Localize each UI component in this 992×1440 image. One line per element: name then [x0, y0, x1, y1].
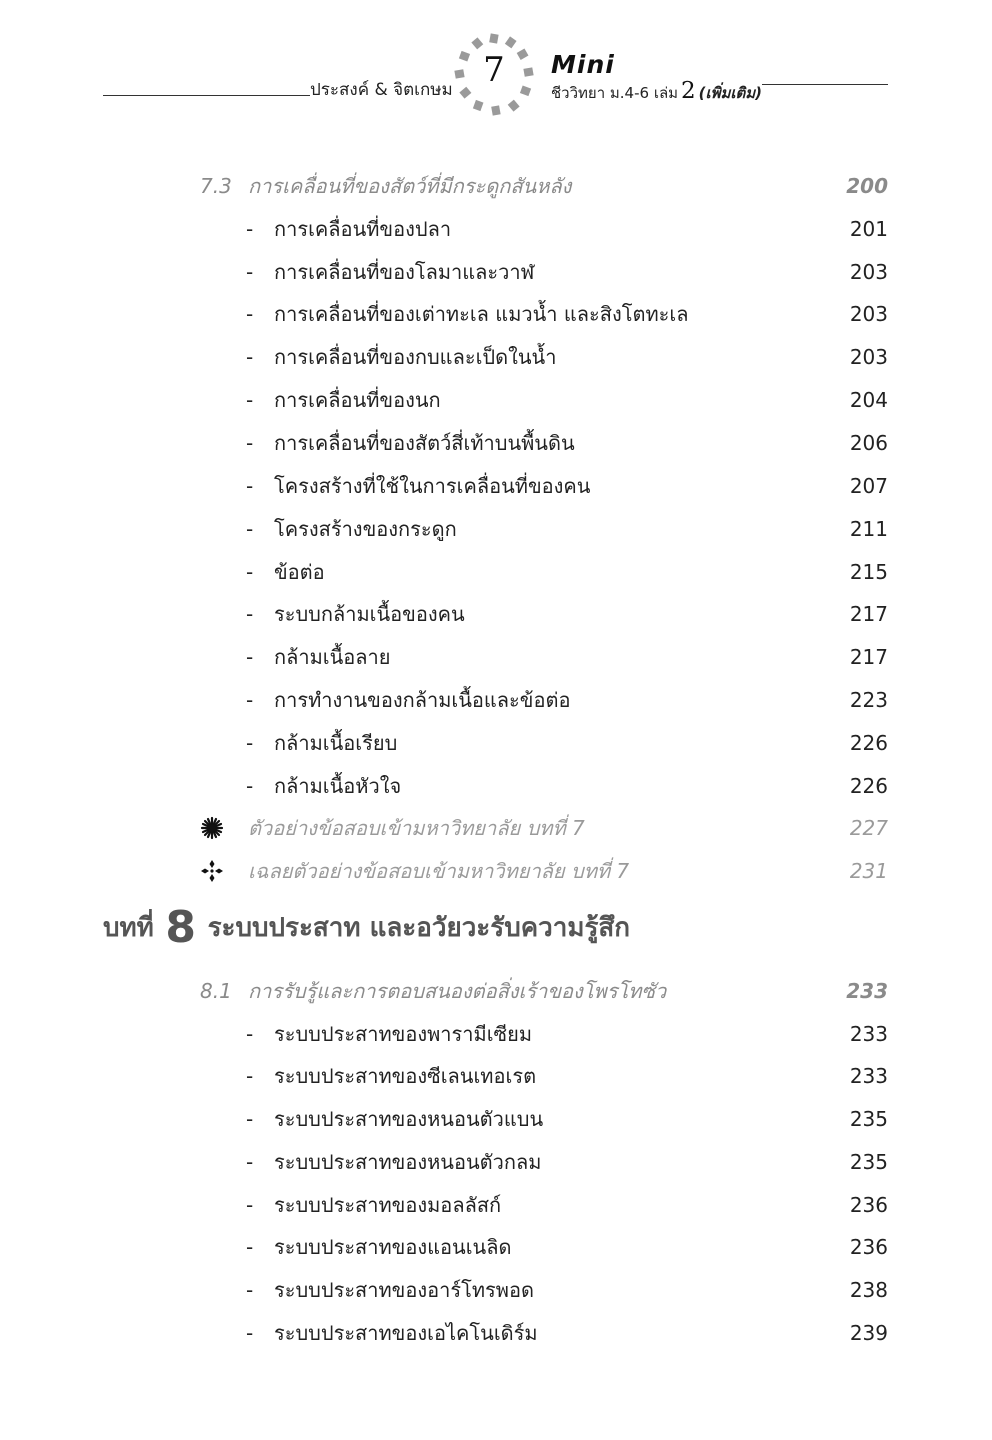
- item-page: 215: [849, 560, 888, 584]
- toc-item[interactable]: [0, 1059, 992, 1093]
- toc-item[interactable]: [0, 1102, 992, 1136]
- extra-page: 231: [849, 859, 888, 883]
- item-page: 201: [849, 217, 888, 241]
- toc-item[interactable]: [0, 640, 992, 674]
- toc-item[interactable]: [0, 1316, 992, 1350]
- toc-item[interactable]: [0, 1145, 992, 1179]
- toc-item[interactable]: [0, 1273, 992, 1307]
- item-title: ระบบประสาทของแอนเนลิด: [274, 1235, 512, 1259]
- header-rule-left: [103, 95, 310, 96]
- bullet-dash: -: [246, 474, 254, 498]
- item-title: การเคลื่อนที่ของสัตว์สี่เท้าบนพื้นดิน: [274, 431, 575, 455]
- bullet-dash: -: [246, 345, 254, 369]
- chapter-number: 8: [165, 902, 196, 953]
- item-title: การเคลื่อนที่ของปลา: [274, 217, 452, 241]
- item-page: 206: [849, 431, 888, 455]
- item-title: ข้อต่อ: [274, 560, 325, 584]
- bullet-dash: -: [246, 388, 254, 412]
- bullet-dash: -: [246, 1193, 254, 1217]
- item-title: ระบบประสาทของหนอนตัวแบน: [274, 1107, 544, 1131]
- item-page: 235: [849, 1107, 888, 1131]
- item-title: โครงสร้างที่ใช้ในการเคลื่อนที่ของคน: [274, 474, 591, 498]
- extra-page: 227: [849, 816, 888, 840]
- chapter-label: บทที่: [103, 913, 154, 943]
- header-rule-right: [762, 84, 888, 85]
- section-title: การรับรู้และการตอบสนองต่อสิ่งเร้าของโพรโทซัว: [248, 979, 667, 1003]
- item-page: 211: [849, 517, 888, 541]
- bullet-dash: -: [246, 517, 254, 541]
- bullet-dash: -: [246, 1150, 254, 1174]
- item-title: การเคลื่อนที่ของนก: [274, 388, 441, 412]
- extra-title: เฉลยตัวอย่างข้อสอบเข้ามหาวิทยาลัย บทที่ 7: [248, 859, 630, 883]
- toc-item[interactable]: [0, 512, 992, 546]
- item-title: ระบบประสาทของเอไคโนเดิร์ม: [274, 1321, 538, 1345]
- item-page: 236: [849, 1193, 888, 1217]
- bullet-dash: -: [246, 1235, 254, 1259]
- toc-item[interactable]: [0, 340, 992, 374]
- section-number: 8.1: [200, 979, 232, 1003]
- toc-item[interactable]: [0, 297, 992, 331]
- section-title: การเคลื่อนที่ของสัตว์ที่มีกระดูกสันหลัง: [248, 174, 572, 198]
- bullet-dash: -: [246, 1022, 254, 1046]
- toc-item[interactable]: [0, 255, 992, 289]
- header-authors: ประสงค์ & จิตเกษม: [310, 80, 453, 100]
- item-page: 235: [849, 1150, 888, 1174]
- toc-item[interactable]: [0, 1017, 992, 1051]
- bullet-dash: -: [246, 1107, 254, 1131]
- toc-section-heading[interactable]: [0, 169, 992, 203]
- starburst-icon: [200, 816, 224, 840]
- item-page: 239: [849, 1321, 888, 1345]
- toc-item[interactable]: [0, 426, 992, 460]
- bullet-dash: -: [246, 217, 254, 241]
- chapter-title: ระบบประสาท และอวัยวะรับความรู้สึก: [207, 913, 631, 943]
- item-page: 226: [849, 731, 888, 755]
- bullet-dash: -: [246, 431, 254, 455]
- item-title: การทำงานของกล้ามเนื้อและข้อต่อ: [274, 688, 571, 712]
- item-title: ระบบประสาทของพารามีเซียม: [274, 1022, 533, 1046]
- bullet-dash: -: [246, 302, 254, 326]
- toc-item[interactable]: [0, 769, 992, 803]
- item-title: ระบบประสาทของซีเลนเทอเรต: [274, 1064, 537, 1088]
- book-title-text: ชีววิทยา ม.4-6 เล่ม: [551, 84, 679, 102]
- toc-item[interactable]: [0, 683, 992, 717]
- toc-item[interactable]: [0, 1230, 992, 1264]
- bullet-dash: -: [246, 260, 254, 284]
- toc-item[interactable]: [0, 597, 992, 631]
- item-title: การเคลื่อนที่ของกบและเป็ดในน้ำ: [274, 345, 557, 369]
- item-page: 217: [849, 602, 888, 626]
- toc-exam-questions[interactable]: [0, 811, 992, 845]
- item-page: 203: [849, 302, 888, 326]
- item-page: 233: [849, 1022, 888, 1046]
- toc-item[interactable]: [0, 469, 992, 503]
- item-title: ระบบประสาทของมอลลัสก์: [274, 1193, 502, 1217]
- bullet-dash: -: [246, 1321, 254, 1345]
- toc-exam-answers[interactable]: [0, 854, 992, 888]
- item-page: 233: [849, 1064, 888, 1088]
- item-page: 223: [849, 688, 888, 712]
- item-page: 217: [849, 645, 888, 669]
- item-title: โครงสร้างของกระดูก: [274, 517, 457, 541]
- bullet-dash: -: [246, 560, 254, 584]
- chapter-heading[interactable]: [103, 902, 630, 953]
- item-page: 203: [849, 260, 888, 284]
- toc-item[interactable]: [0, 726, 992, 760]
- section-page: 233: [846, 979, 888, 1003]
- item-page: 204: [849, 388, 888, 412]
- item-title: การเคลื่อนที่ของโลมาและวาฬ: [274, 260, 535, 284]
- item-page: 207: [849, 474, 888, 498]
- bullet-dash: -: [246, 688, 254, 712]
- toc-section-heading[interactable]: [0, 974, 992, 1008]
- brand-logo: Mini: [551, 50, 615, 79]
- bullet-dash: -: [246, 731, 254, 755]
- section-number: 7.3: [200, 174, 232, 198]
- bullet-dash: -: [246, 645, 254, 669]
- header-page-number: 7: [483, 50, 505, 90]
- bullet-dash: -: [246, 1278, 254, 1302]
- item-title: ระบบประสาทของหนอนตัวกลม: [274, 1150, 542, 1174]
- item-title: ระบบกล้ามเนื้อของคน: [274, 602, 465, 626]
- item-title: การเคลื่อนที่ของเต่าทะเล แมวน้ำ และสิงโตทะเล: [274, 302, 689, 326]
- toc-item[interactable]: [0, 1188, 992, 1222]
- book-volume: 2: [681, 78, 696, 104]
- bullet-dash: -: [246, 1064, 254, 1088]
- item-title: กล้ามเนื้อเรียบ: [274, 731, 398, 755]
- item-title: กล้ามเนื้อหัวใจ: [274, 774, 402, 798]
- item-title: ระบบประสาทของอาร์โทรพอด: [274, 1278, 534, 1302]
- toc-item[interactable]: [0, 555, 992, 589]
- bullet-dash: -: [246, 602, 254, 626]
- item-page: 203: [849, 345, 888, 369]
- toc-item[interactable]: [0, 212, 992, 246]
- item-page: 238: [849, 1278, 888, 1302]
- item-title: กล้ามเนื้อลาย: [274, 645, 391, 669]
- item-page: 226: [849, 774, 888, 798]
- book-volume-note: (เพิ่มเติม): [698, 84, 763, 102]
- item-page: 236: [849, 1235, 888, 1259]
- bullet-dash: -: [246, 774, 254, 798]
- toc-item[interactable]: [0, 383, 992, 417]
- header-book-title: [551, 78, 762, 105]
- cross-diamond-icon: [200, 859, 224, 883]
- extra-title: ตัวอย่างข้อสอบเข้ามหาวิทยาลัย บทที่ 7: [248, 816, 585, 840]
- section-page: 200: [846, 174, 888, 198]
